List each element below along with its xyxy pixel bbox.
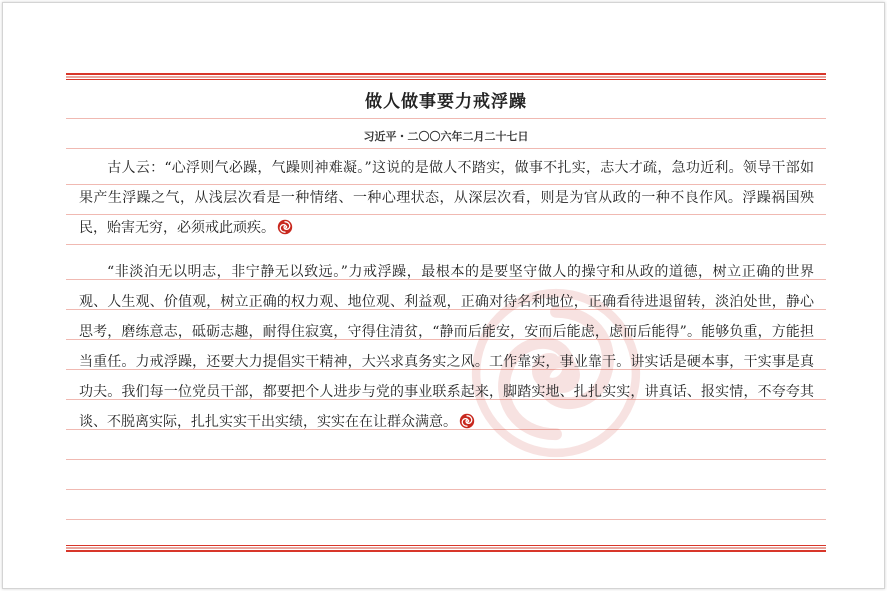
paragraph-2 [79,257,814,437]
ruled-line [66,459,826,460]
swirl-emblem-icon [277,219,293,235]
paragraph-1 [79,153,814,243]
top-red-rule [66,73,826,81]
swirl-emblem-icon [459,413,475,429]
paragraph-2-text: “非淡泊无以明志，非宁静无以致远。”力戒浮躁，最根本的是要坚守做人的操守和从政的道德，树立正确的世界观、人生观、价值观，树立正确的权力观、地位观、利益观，正确对待名利地位，正确看待进退留转，淡泊处世，静心思考，磨练意志，砥砺志趣，耐得住寂寞，守得住清贫，“静而后能安，安而后能虑，虑而后能得”。能够负重，方能担当重任。力戒浮躁，还要大力提倡实干精神，大兴求真务实之风。工作靠实，事业靠干。讲实话是硬本事，干实事是真功夫。我们每一位党员干部，都要把个人进步与党的事业联系起来，脚踏实地、扎扎实实，讲真话、报实情，不夸夸其谈、不脱离实际，扎扎实实干出实绩，实实在在让群众满意。 [79,264,814,430]
article-title: 做人做事要力戒浮躁 [365,92,527,112]
bottom-red-rule [66,545,826,553]
article-sheet [66,73,826,555]
ruled-line [66,148,826,149]
page-frame [2,2,885,589]
ruled-line [66,489,826,490]
paragraph-1-text: 古人云：“心浮则气必躁，气躁则神难凝。”这说的是做人不踏实，做事不扎实，志大才疏，急功近利。领导干部如果产生浮躁之气，从浅层次看是一种情绪、一种心理状态，从深层次看，则是为官从政的一种不良作风。浮躁祸国殃民，贻害无穷，必须戒此顽疾。 [79,160,814,236]
ruled-line [66,519,826,520]
ruled-line [66,244,826,245]
ruled-line [66,118,826,119]
article-byline: 习近平・二〇〇六年二月二十七日 [363,130,529,143]
